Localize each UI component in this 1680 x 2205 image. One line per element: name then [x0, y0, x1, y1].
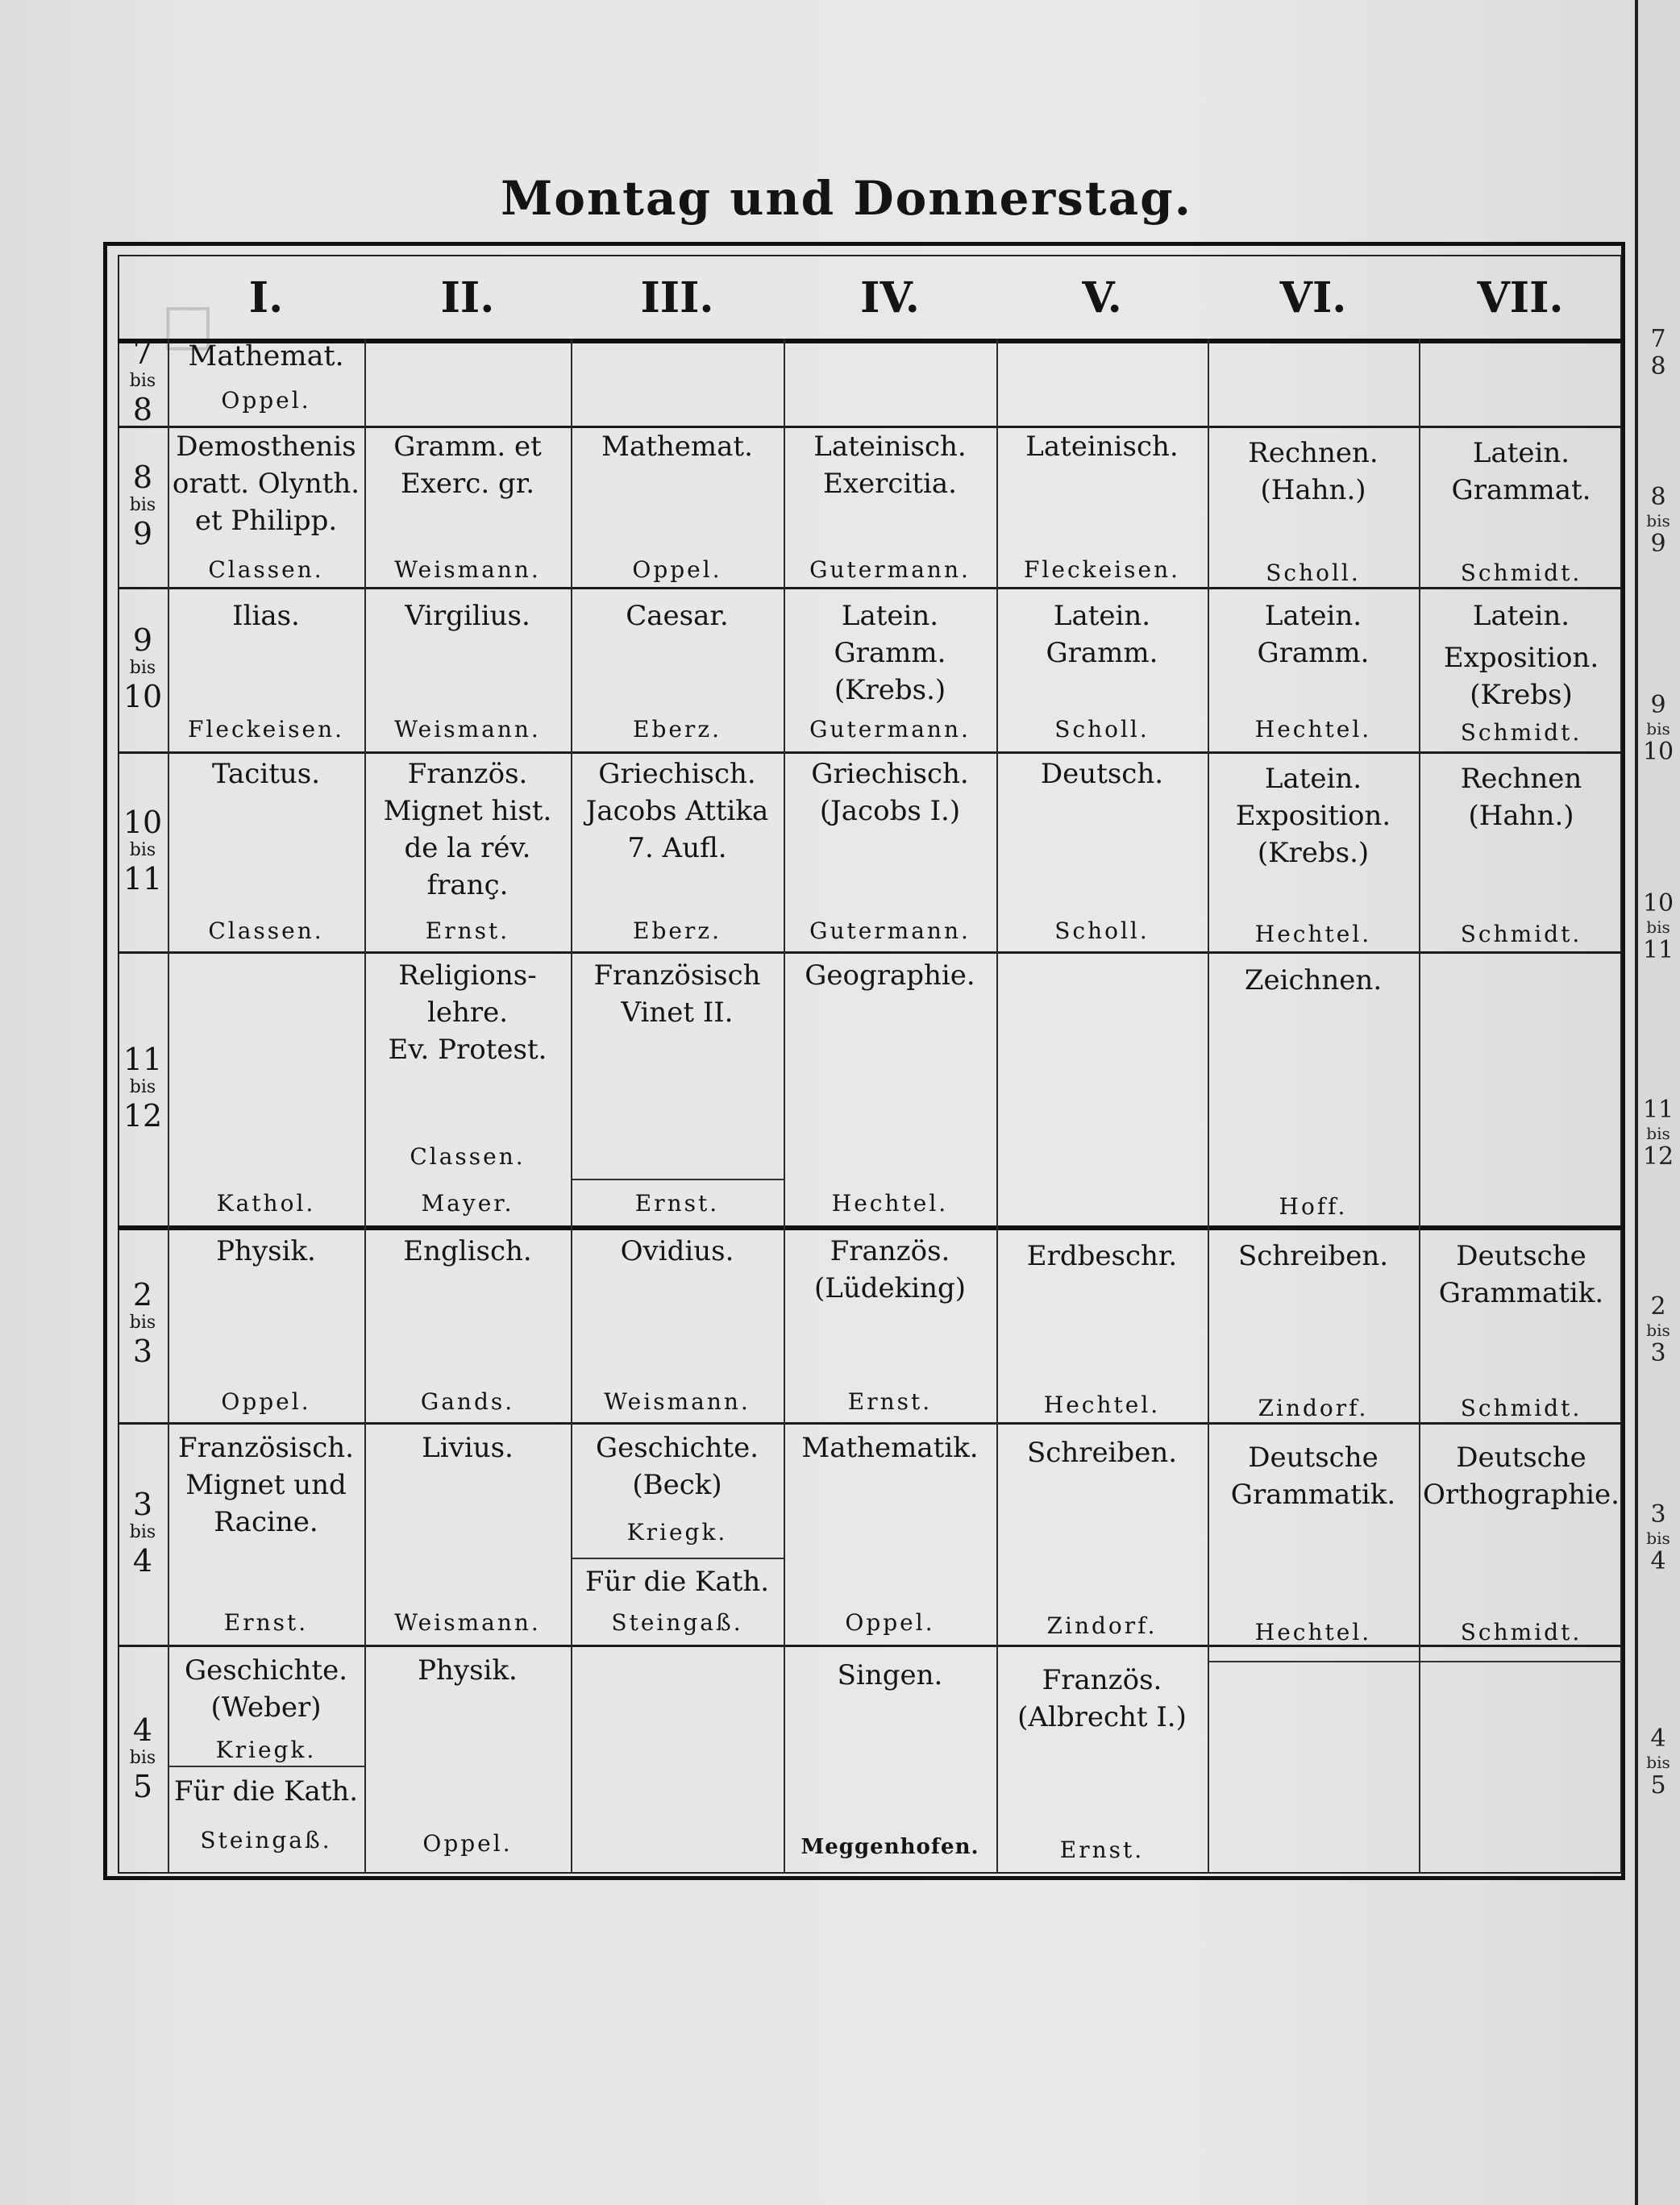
time-to: 10 — [123, 679, 163, 714]
adjacent-time-label — [1638, 890, 1678, 964]
lesson-subject: Englisch. — [403, 1235, 532, 1267]
lesson-subject: Latein. — [1053, 600, 1151, 632]
time-slot-label — [118, 1042, 168, 1134]
lesson-subject: Rechnen. — [1248, 437, 1379, 469]
lesson-teacher: Kriegk. — [626, 1519, 728, 1546]
lesson-subject: Latein. — [841, 600, 939, 632]
lesson-subject: Religions- — [398, 959, 537, 992]
sub-rule — [571, 1179, 784, 1180]
adjacent-time-from: 9 — [1650, 691, 1666, 719]
adjacent-time-to: 10 — [1642, 738, 1674, 766]
time-slot-label — [118, 1712, 168, 1804]
lesson-subject: Zeichnen. — [1244, 964, 1383, 996]
adjacent-time-bis: bis — [1646, 1753, 1670, 1772]
adjacent-time-from: 2 — [1650, 1292, 1666, 1321]
lesson-teacher: Classen. — [410, 1143, 526, 1170]
time-from: 9 — [132, 622, 153, 658]
lesson-subject: Mathemat. — [601, 431, 753, 463]
time-to: 5 — [132, 1769, 153, 1804]
adjacent-time-label — [1638, 1293, 1678, 1367]
sub-rule — [168, 1766, 364, 1767]
class-header: V. — [1082, 273, 1122, 322]
time-bis: bis — [129, 1522, 156, 1542]
lesson-teacher: Schmidt. — [1460, 1395, 1582, 1421]
lesson-subject: Deutsche — [1248, 1442, 1379, 1474]
lesson-subject: Griechisch. — [598, 758, 756, 790]
time-from: 2 — [132, 1277, 153, 1313]
adjacent-time-to: 9 — [1650, 530, 1666, 558]
adjacent-time-to: 12 — [1642, 1142, 1674, 1171]
page-title: Montag und Donnerstag. — [501, 171, 1192, 226]
lesson-subject: et Philipp. — [194, 505, 338, 537]
lesson-subject: Latein. — [1472, 437, 1570, 469]
lesson-teacher: Steingaß. — [200, 1827, 332, 1853]
lesson-subject: Tacitus. — [211, 758, 321, 790]
lesson-subject: Grammatik. — [1230, 1479, 1396, 1511]
lesson-subject: (Albrecht I.) — [1017, 1701, 1187, 1733]
lesson-subject: (Weber) — [210, 1691, 322, 1724]
lesson-subject: Virgilius. — [405, 600, 530, 632]
lesson-teacher: Fleckeisen. — [1024, 556, 1180, 583]
lesson-teacher: Hechtel. — [1043, 1392, 1161, 1418]
adjacent-time-bis: bis — [1646, 1124, 1670, 1143]
midday-rule — [118, 1225, 1622, 1230]
lesson-subject: Exposition. — [1443, 642, 1599, 674]
lesson-teacher: Gands. — [420, 1388, 515, 1415]
lesson-teacher: Hechtel. — [1254, 1619, 1372, 1645]
lesson-teacher: Weismann. — [604, 1388, 751, 1415]
lesson-subject: Lateinisch. — [1025, 431, 1179, 463]
lesson-subject: Ilias. — [232, 600, 300, 632]
time-bis: bis — [129, 1748, 156, 1768]
class-header: II. — [440, 273, 495, 322]
adjacent-time-bis: bis — [1646, 1321, 1670, 1340]
time-slot-label — [118, 622, 168, 714]
lesson-teacher: Mayer. — [421, 1190, 514, 1217]
class-header: VI. — [1279, 273, 1347, 322]
lesson-subject: Rechnen — [1460, 763, 1582, 795]
lesson-teacher: Ernst. — [634, 1190, 720, 1217]
lesson-subject: Latein. — [1472, 600, 1570, 632]
class-header: VII. — [1477, 273, 1564, 322]
lesson-subject: Exposition. — [1235, 800, 1391, 832]
lesson-subject: (Krebs.) — [1257, 837, 1370, 869]
adjacent-time-from: 8 — [1650, 483, 1666, 511]
lesson-teacher: Gutermann. — [809, 716, 971, 743]
class-header: I. — [248, 273, 284, 322]
adjacent-time-bis: bis — [1646, 719, 1670, 738]
lesson-subject: Französisch. — [178, 1432, 354, 1464]
lesson-teacher: Hechtel. — [831, 1190, 949, 1217]
sub-rule — [571, 1558, 784, 1559]
lesson-teacher: Oppel. — [422, 1830, 513, 1857]
lesson-subject: Griechisch. — [811, 758, 969, 790]
lesson-subject: Schreiben. — [1026, 1437, 1178, 1469]
lesson-subject: Physik. — [216, 1235, 316, 1267]
adjacent-time-bis: bis — [1646, 1529, 1670, 1548]
time-from: 10 — [123, 805, 163, 840]
lesson-subject: Französ. — [1042, 1664, 1162, 1696]
lesson-teacher: Classen. — [208, 556, 324, 583]
lesson-subject: Livius. — [422, 1432, 514, 1464]
adjacent-time-bis: bis — [1646, 511, 1670, 530]
lesson-subject: franç. — [426, 869, 509, 901]
lesson-subject: Jacobs Attika — [585, 795, 769, 827]
lesson-subject: Französ. — [830, 1235, 950, 1267]
adjacent-time-label — [1638, 1725, 1678, 1799]
time-slot-label — [118, 460, 168, 551]
adjacent-time-bis: bis — [1646, 917, 1670, 937]
lesson-teacher: Scholl. — [1266, 560, 1361, 586]
lesson-subject: Ovidius. — [620, 1235, 734, 1267]
time-from: 8 — [132, 460, 153, 495]
adjacent-time-label — [1638, 484, 1678, 558]
lesson-subject: (Krebs.) — [834, 674, 946, 706]
lesson-teacher: Schmidt. — [1460, 560, 1582, 586]
row-rule — [118, 951, 1622, 954]
lesson-subject: (Krebs) — [1470, 679, 1573, 711]
lesson-subject: Erdbeschr. — [1026, 1240, 1178, 1272]
lesson-subject: Exerc. gr. — [400, 468, 535, 500]
lesson-subject: Latein. — [1264, 763, 1362, 795]
lesson-subject: Geschichte. — [184, 1654, 348, 1687]
lesson-subject: Caesar. — [626, 600, 729, 632]
lesson-teacher: Ernst. — [1059, 1837, 1145, 1863]
time-from: 7 — [132, 335, 153, 371]
time-bis: bis — [129, 1077, 156, 1097]
lesson-teacher: Oppel. — [845, 1609, 935, 1636]
lesson-teacher: Weismann. — [394, 1609, 541, 1636]
lesson-subject: (Beck) — [632, 1469, 722, 1501]
time-to: 9 — [132, 516, 153, 551]
adjacent-time-label — [1638, 692, 1678, 766]
time-to: 4 — [132, 1543, 153, 1579]
time-to: 12 — [123, 1098, 163, 1134]
lesson-teacher: Weismann. — [394, 716, 541, 743]
row-rule — [118, 1422, 1622, 1425]
lesson-subject: de la rév. — [404, 832, 531, 864]
lesson-teacher: Schmidt. — [1460, 1619, 1582, 1645]
adjacent-time-from: 10 — [1642, 889, 1674, 917]
lesson-subject: lehre. — [426, 996, 509, 1029]
row-rule — [118, 587, 1622, 589]
lesson-teacher: Hoff. — [1279, 1193, 1348, 1220]
time-to: 3 — [132, 1333, 153, 1369]
lesson-teacher: Ernst. — [425, 917, 510, 944]
time-slot-label — [118, 1277, 168, 1369]
lesson-teacher: Scholl. — [1054, 716, 1150, 743]
lesson-subject: Racine. — [214, 1506, 318, 1538]
lesson-teacher: Steingaß. — [611, 1609, 743, 1636]
lesson-teacher: Oppel. — [221, 1388, 311, 1415]
lesson-subject: Französ. — [407, 758, 528, 790]
adjacent-time-from: 4 — [1650, 1724, 1666, 1753]
time-bis: bis — [129, 1313, 156, 1333]
row-rule — [118, 751, 1622, 754]
adjacent-time-to: 8 — [1650, 352, 1666, 381]
time-from: 3 — [132, 1487, 153, 1522]
lesson-subject: Für die Kath. — [173, 1775, 359, 1808]
time-slot-label — [118, 335, 168, 427]
lesson-subject: Schreiben. — [1237, 1240, 1389, 1272]
adjacent-time-to: 4 — [1650, 1547, 1666, 1575]
time-to: 11 — [123, 861, 163, 897]
lesson-teacher: Oppel. — [221, 387, 311, 414]
lesson-teacher: Scholl. — [1054, 917, 1150, 944]
lesson-subject: Grammatik. — [1438, 1277, 1604, 1309]
lesson-teacher: Meggenhofen. — [800, 1835, 979, 1859]
time-from: 11 — [123, 1042, 163, 1077]
lesson-subject: Deutsche — [1456, 1240, 1586, 1272]
lesson-teacher: Kriegk. — [215, 1737, 317, 1763]
lesson-subject: (Jacobs I.) — [819, 795, 961, 827]
lesson-teacher: Gutermann. — [809, 917, 971, 944]
lesson-subject: Geschichte. — [595, 1432, 759, 1464]
adjacent-time-from: 7 — [1650, 325, 1666, 353]
lesson-subject: Deutsch. — [1040, 758, 1164, 790]
lesson-teacher: Weismann. — [394, 556, 541, 583]
lesson-subject: 7. Aufl. — [627, 832, 727, 864]
class-header: III. — [640, 273, 714, 322]
lesson-subject: Lateinisch. — [813, 431, 967, 463]
lesson-subject: Mignet und — [185, 1469, 347, 1501]
lesson-teacher: Zindorf. — [1046, 1612, 1158, 1639]
lesson-subject: Gramm. et — [393, 431, 542, 463]
lesson-subject: Gramm. — [1257, 637, 1370, 669]
bleed-through-decoration: □ — [161, 290, 247, 357]
lesson-teacher: Oppel. — [632, 556, 722, 583]
lesson-teacher: Hechtel. — [1254, 921, 1372, 947]
lesson-teacher: Schmidt. — [1460, 719, 1582, 746]
lesson-subject: Französisch — [593, 959, 761, 992]
lesson-subject: Gramm. — [1046, 637, 1158, 669]
time-bis: bis — [129, 840, 156, 860]
lesson-teacher: Hechtel. — [1254, 716, 1372, 743]
lesson-subject: Latein. — [1264, 600, 1362, 632]
adjacent-time-to: 11 — [1642, 936, 1674, 964]
lesson-teacher: Schmidt. — [1460, 921, 1582, 947]
time-to: 8 — [132, 392, 153, 427]
class-header: IV. — [860, 273, 920, 322]
time-bis: bis — [129, 495, 156, 515]
lesson-teacher: Zindorf. — [1258, 1395, 1369, 1421]
lesson-teacher: Eberz. — [633, 917, 721, 944]
lesson-subject: (Hahn.) — [1260, 474, 1366, 506]
adjacent-time-label — [1638, 326, 1678, 381]
lesson-subject: oratt. Olynth. — [172, 468, 360, 500]
time-bis: bis — [129, 658, 156, 678]
lesson-teacher: Gutermann. — [809, 556, 971, 583]
time-from: 4 — [132, 1712, 153, 1748]
lesson-subject: Für die Kath. — [584, 1566, 770, 1598]
lesson-subject: Physik. — [418, 1654, 518, 1687]
adjacent-time-to: 5 — [1650, 1771, 1666, 1799]
lesson-subject: Exercitia. — [823, 468, 957, 500]
adjacent-time-label — [1638, 1096, 1678, 1171]
lesson-subject: Demosthenis — [176, 431, 356, 463]
lesson-subject: Geographie. — [805, 959, 975, 992]
lesson-subject: Mignet hist. — [383, 795, 552, 827]
lesson-subject: Orthographie. — [1423, 1479, 1620, 1511]
lesson-subject: (Lüdeking) — [813, 1272, 967, 1304]
lesson-teacher: Eberz. — [633, 716, 721, 743]
adjacent-time-to: 3 — [1650, 1339, 1666, 1367]
time-bis: bis — [129, 371, 156, 391]
lesson-teacher: Kathol. — [216, 1190, 316, 1217]
lesson-subject: Mathemat. — [188, 340, 344, 372]
lesson-teacher: Ernst. — [223, 1609, 309, 1636]
lesson-subject: (Hahn.) — [1468, 800, 1574, 832]
lesson-teacher: Ernst. — [847, 1388, 933, 1415]
sub-rule — [1208, 1661, 1622, 1662]
lesson-subject: Mathematik. — [801, 1432, 979, 1464]
lesson-subject: Deutsche — [1456, 1442, 1586, 1474]
lesson-subject: Vinet II. — [621, 996, 734, 1029]
adjacent-time-from: 11 — [1642, 1096, 1674, 1124]
time-slot-label — [118, 805, 168, 897]
lesson-subject: Gramm. — [834, 637, 946, 669]
time-slot-label — [118, 1487, 168, 1579]
lesson-subject: Ev. Protest. — [388, 1034, 547, 1066]
adjacent-time-label — [1638, 1501, 1678, 1575]
adjacent-time-from: 3 — [1650, 1500, 1666, 1529]
lesson-subject: Singen. — [837, 1659, 943, 1691]
lesson-teacher: Fleckeisen. — [188, 716, 344, 743]
lesson-teacher: Classen. — [208, 917, 324, 944]
lesson-subject: Grammat. — [1451, 474, 1591, 506]
